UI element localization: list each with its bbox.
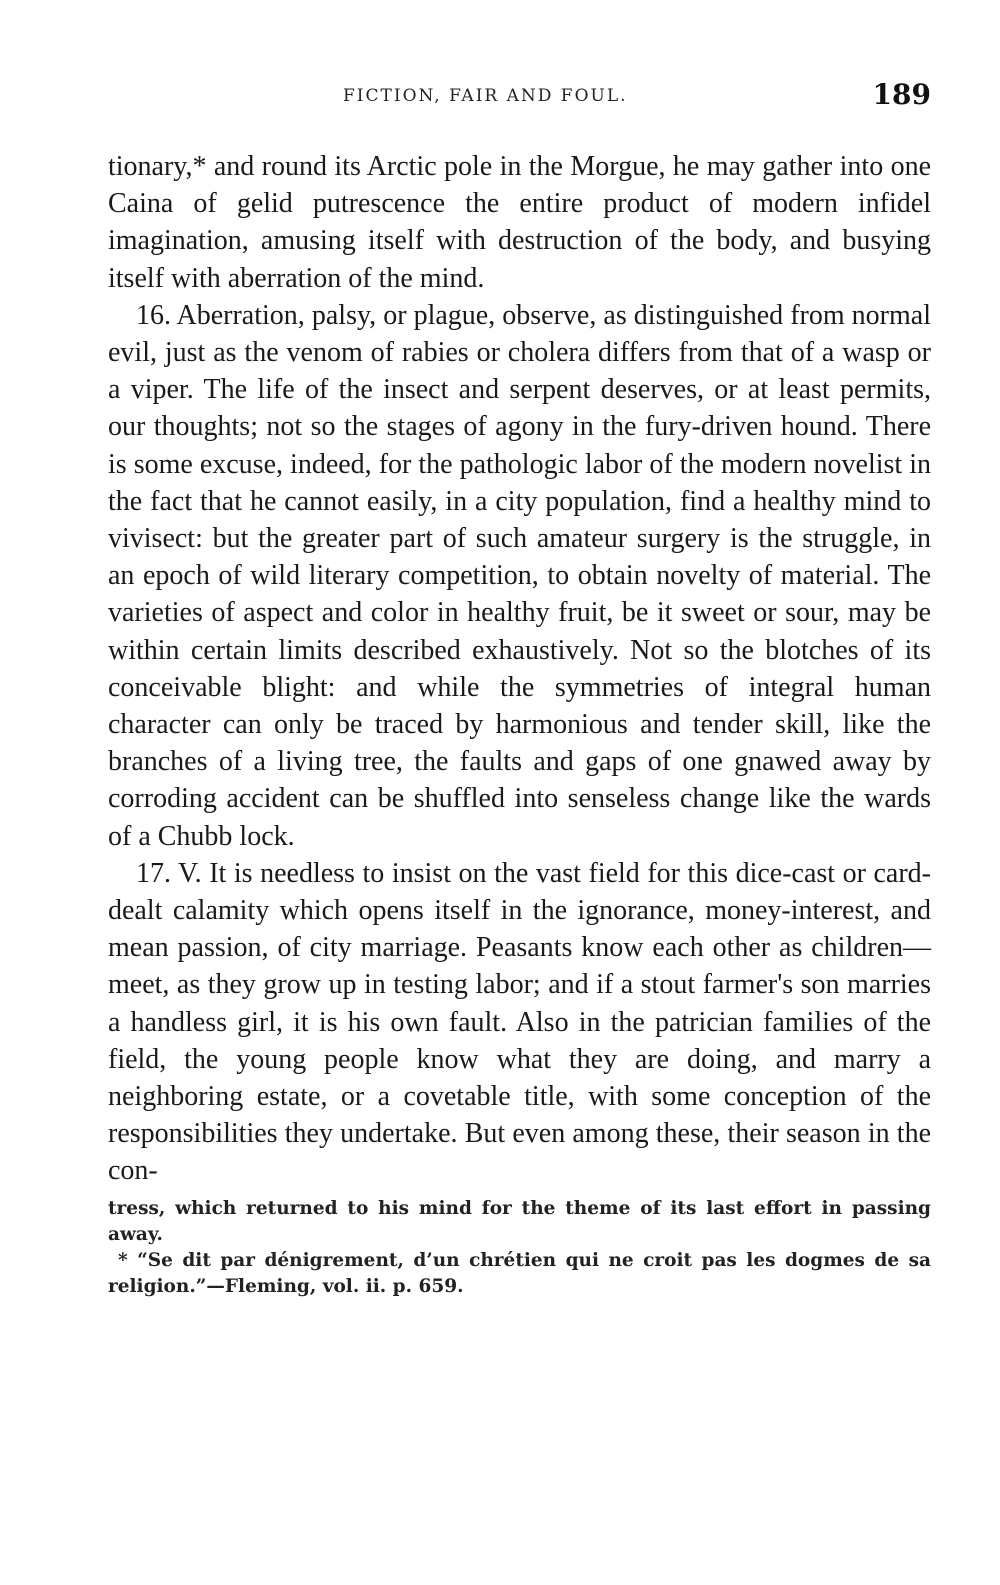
- body-text: [108, 148, 931, 1190]
- footnotes: [108, 1196, 931, 1300]
- running-head: FICTION, FAIR AND FOUL.: [343, 86, 628, 106]
- footnote-continuation: tress, which returned to his mind for the theme of its last effort in passing away.: [108, 1197, 931, 1245]
- paragraph-continuation: tionary,* and round its Arctic pole in the Morgue, he may gather into one Caina of gelid putrescence the entire product of modern infidel imagination, amusing itself with destruction of the body, and busying itself with aberration of the mind.: [108, 151, 931, 294]
- footnote-star: * “Se dit par dénigrement, d’un chrétien qui ne croit pas les dogmes de sa religion.”—Fleming, vol. ii. p. 659.: [108, 1249, 931, 1297]
- paragraph-16: 16. Aberration, palsy, or plague, observe, as distinguished from normal evil, just as the venom of rabies or cholera differs from that of a wasp or a viper. The life of the insect and serpent deserves, or at least permits, our thoughts; not so the stages of agony in the fury-driven hound. There is some excuse, indeed, for the pathologic labor of the modern novelist in the fact that he cannot easily, in a city population, find a healthy mind to vivisect: but the greater part of such amateur surgery is the struggle, in an epoch of wild literary competition, to obtain novelty of material. The varieties of aspect and color in healthy fruit, be it sweet or sour, may be within certain limits described exhaustively. Not so the blotches of its conceivable blight: and while the symmetries of integral human character can only be traced by harmonious and tender skill, like the branches of a living tree, the faults and gaps of one gnawed away by corroding accident can be shuffled into senseless change like the wards of a Chubb lock.: [108, 299, 931, 852]
- book-page: [108, 72, 931, 1300]
- paragraph-17: 17. V. It is needless to insist on the vast field for this dice-cast or card-dealt calamity which opens itself in the ignorance, money-interest, and mean passion, of city marriage. Peasants know each other as children—meet, as they grow up in testing labor; and if a stout farmer's son marries a handless girl, it is his own fault. Also in the patrician families of the field, the young people know what they are doing, and marry a neighboring estate, or a covetable title, with some conception of the responsibilities they undertake. But even among these, their season in the con-: [108, 857, 931, 1187]
- page-number: 189: [872, 78, 931, 111]
- page-header: [108, 72, 931, 118]
